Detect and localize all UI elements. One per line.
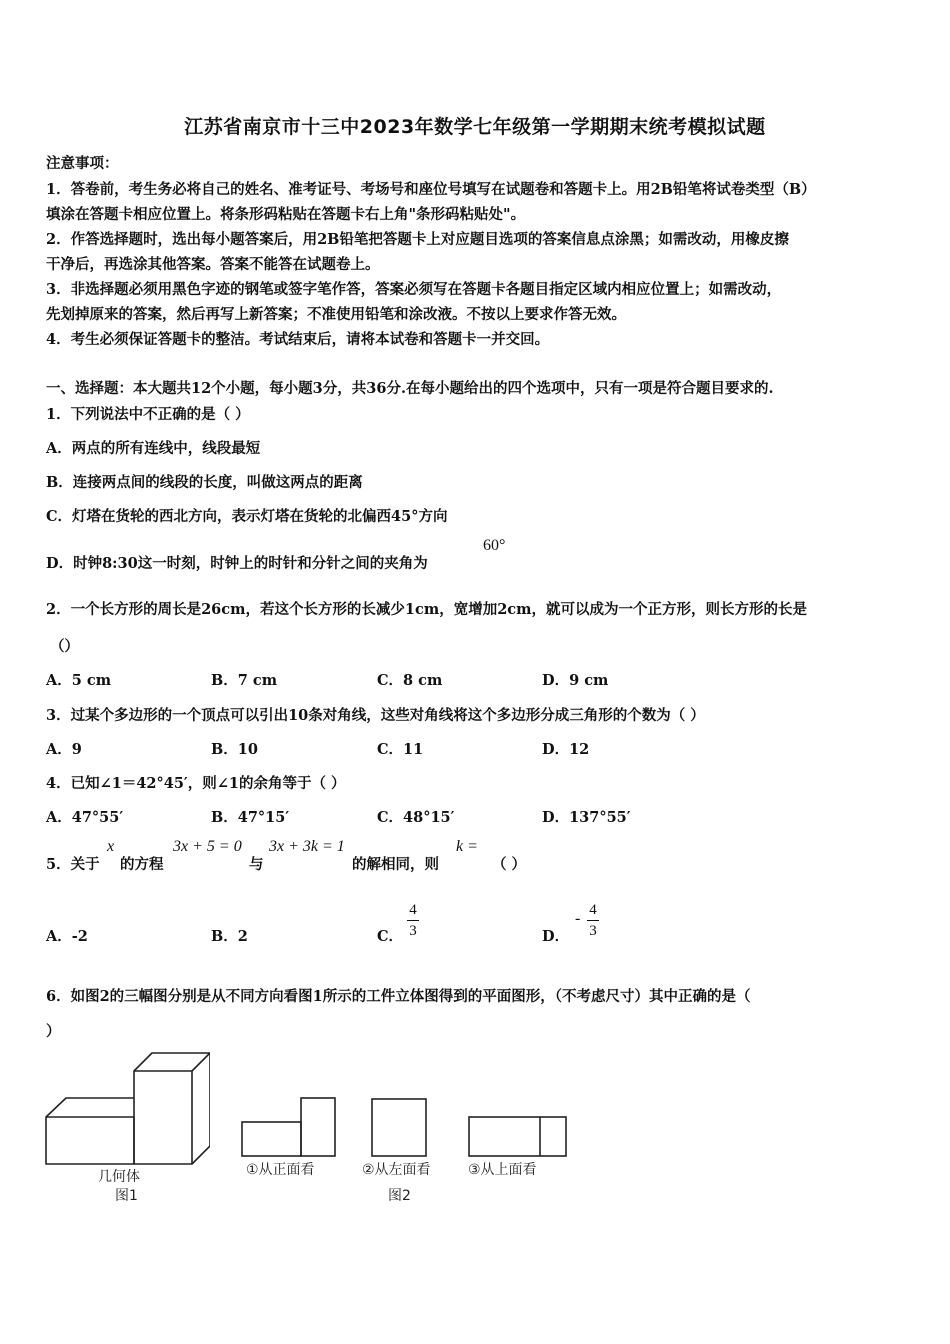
q6-stem-cont: ）	[46, 1023, 61, 1040]
q4-option-a: A．47°55′	[46, 809, 124, 826]
q3-option-c: C．11	[377, 741, 424, 758]
figure-1-name: 几何体	[98, 1169, 140, 1185]
front-view-left-rect	[242, 1122, 301, 1156]
top-view-rect	[469, 1117, 566, 1156]
notice-line: 2．作答选择题时，选出每小题答案后，用2B铅笔把答题卡上对应题目选项的答案信息点涂黑；如需改动，用橡皮擦	[46, 231, 789, 248]
notice-line: 先划掉原来的答案，然后再写上新答案；不准使用铅笔和涂改液。不按以上要求作答无效。	[46, 306, 626, 323]
figure-1-caption: 图1	[115, 1188, 138, 1204]
q5-stem-part: （ ）	[492, 856, 527, 873]
figure-2-caption: 图2	[388, 1188, 411, 1204]
q5-d-sign: -	[575, 910, 581, 927]
q3-option-b: B．10	[211, 741, 258, 758]
q5-stem-part: 的解相同，则	[352, 856, 439, 873]
q5-option-a: A．-2	[46, 928, 88, 945]
q3-option-d: D．12	[542, 741, 590, 758]
solid-front-high	[134, 1071, 192, 1164]
notice-line: 3．非选择题必须用黑色字迹的钢笔或签字笔作答，答案必须写在答题卡各题目指定区域内相应位置上；如需改动，	[46, 281, 782, 298]
solid-top-low	[46, 1098, 134, 1117]
q1-stem: 1．下列说法中不正确的是（ ）	[46, 406, 250, 423]
q4-option-d: D．137°55′	[542, 809, 631, 826]
view-label-front: ①从正面看	[246, 1162, 315, 1178]
q1-option-d: D．时钟8:30这一时刻，时钟上的时针和分针之间的夹角为	[46, 555, 428, 572]
q2-stem: 2．一个长方形的周长是26cm，若这个长方形的长减少1cm，宽增加2cm，就可以成为一个正方形，则长方形的长是	[46, 601, 807, 618]
fraction-numerator: 4	[589, 902, 597, 918]
q5-equation-1: 3x + 5 = 0	[173, 838, 242, 855]
fraction-denominator: 3	[409, 923, 417, 939]
view-label-top: ③从上面看	[468, 1162, 537, 1178]
q2-option-c: C．8 cm	[377, 672, 443, 689]
notice-heading: 注意事项：	[46, 155, 119, 172]
q5-stem-part: 的方程	[120, 856, 164, 873]
q5-variable-k: k =	[456, 838, 478, 855]
fraction-denominator: 3	[589, 923, 597, 939]
q5-variable-x: x	[107, 838, 115, 855]
q2-option-d: D．9 cm	[542, 672, 609, 689]
notice-line: 1．答卷前，考生务必将自己的姓名、准考证号、考场号和座位号填写在试题卷和答题卡上。用2B铅笔将试卷类型（B）	[46, 181, 816, 198]
figure-1-solid	[40, 1045, 210, 1170]
q2-option-a: A．5 cm	[46, 672, 112, 689]
q1-option-a: A．两点的所有连线中，线段最短	[46, 440, 261, 457]
q5-option-b: B．2	[211, 928, 248, 945]
notice-line: 填涂在答题卡相应位置上。将条形码粘贴在答题卡右上角"条形码粘贴处"。	[46, 206, 526, 223]
figure-2-views	[236, 1090, 571, 1160]
fraction-numerator: 4	[409, 902, 417, 918]
q3-stem: 3．过某个多边形的一个顶点可以引出10条对角线，这些对角线将这个多边形分成三角形的个数为（ ）	[46, 707, 705, 724]
q5-option-c: C．	[377, 928, 404, 945]
q1-d-angle: 60°	[483, 537, 506, 554]
solid-right-face	[192, 1053, 210, 1164]
q4-option-c: C．48°15′	[377, 809, 455, 826]
q4-option-b: B．47°15′	[211, 809, 290, 826]
solid-top-high	[134, 1053, 210, 1071]
q4-stem: 4．已知∠1＝42°45′，则∠1的余角等于（ ）	[46, 775, 346, 792]
front-view-right-rect	[301, 1098, 335, 1156]
q5-stem-part: 5．关于	[46, 856, 100, 873]
q2-stem-cont: （）	[50, 638, 79, 655]
section-heading: 一、选择题：本大题共12个小题，每小题3分，共36分.在每小题给出的四个选项中，只有一项是符合题目要求的.	[46, 380, 774, 397]
q5-option-d: D．	[542, 928, 570, 945]
notice-line: 4．考生必须保证答题卡的整洁。考试结束后，请将本试卷和答题卡一并交回。	[46, 331, 550, 348]
view-label-left: ②从左面看	[362, 1162, 431, 1178]
page-title: 江苏省南京市十三中2023年数学七年级第一学期期末统考模拟试题	[184, 116, 766, 138]
notice-line: 干净后，再选涂其他答案。答案不能答在试题卷上。	[46, 256, 380, 273]
q5-c-fraction	[407, 899, 419, 941]
q1-option-b: B．连接两点间的线段的长度，叫做这两点的距离	[46, 474, 363, 491]
q5-stem-part: 与	[249, 856, 264, 873]
left-view-rect	[372, 1099, 426, 1156]
q6-stem: 6．如图2的三幅图分别是从不同方向看图1所示的工件立体图得到的平面图形，（不考虑尺寸）其中正确的是（	[46, 988, 751, 1005]
q5-equation-2: 3x + 3k = 1	[269, 838, 345, 855]
q3-option-a: A．9	[46, 741, 82, 758]
q2-option-b: B．7 cm	[211, 672, 278, 689]
solid-front-low	[46, 1117, 134, 1164]
q1-option-c: C．灯塔在货轮的西北方向，表示灯塔在货轮的北偏西45°方向	[46, 508, 448, 525]
q5-d-fraction	[587, 899, 599, 941]
